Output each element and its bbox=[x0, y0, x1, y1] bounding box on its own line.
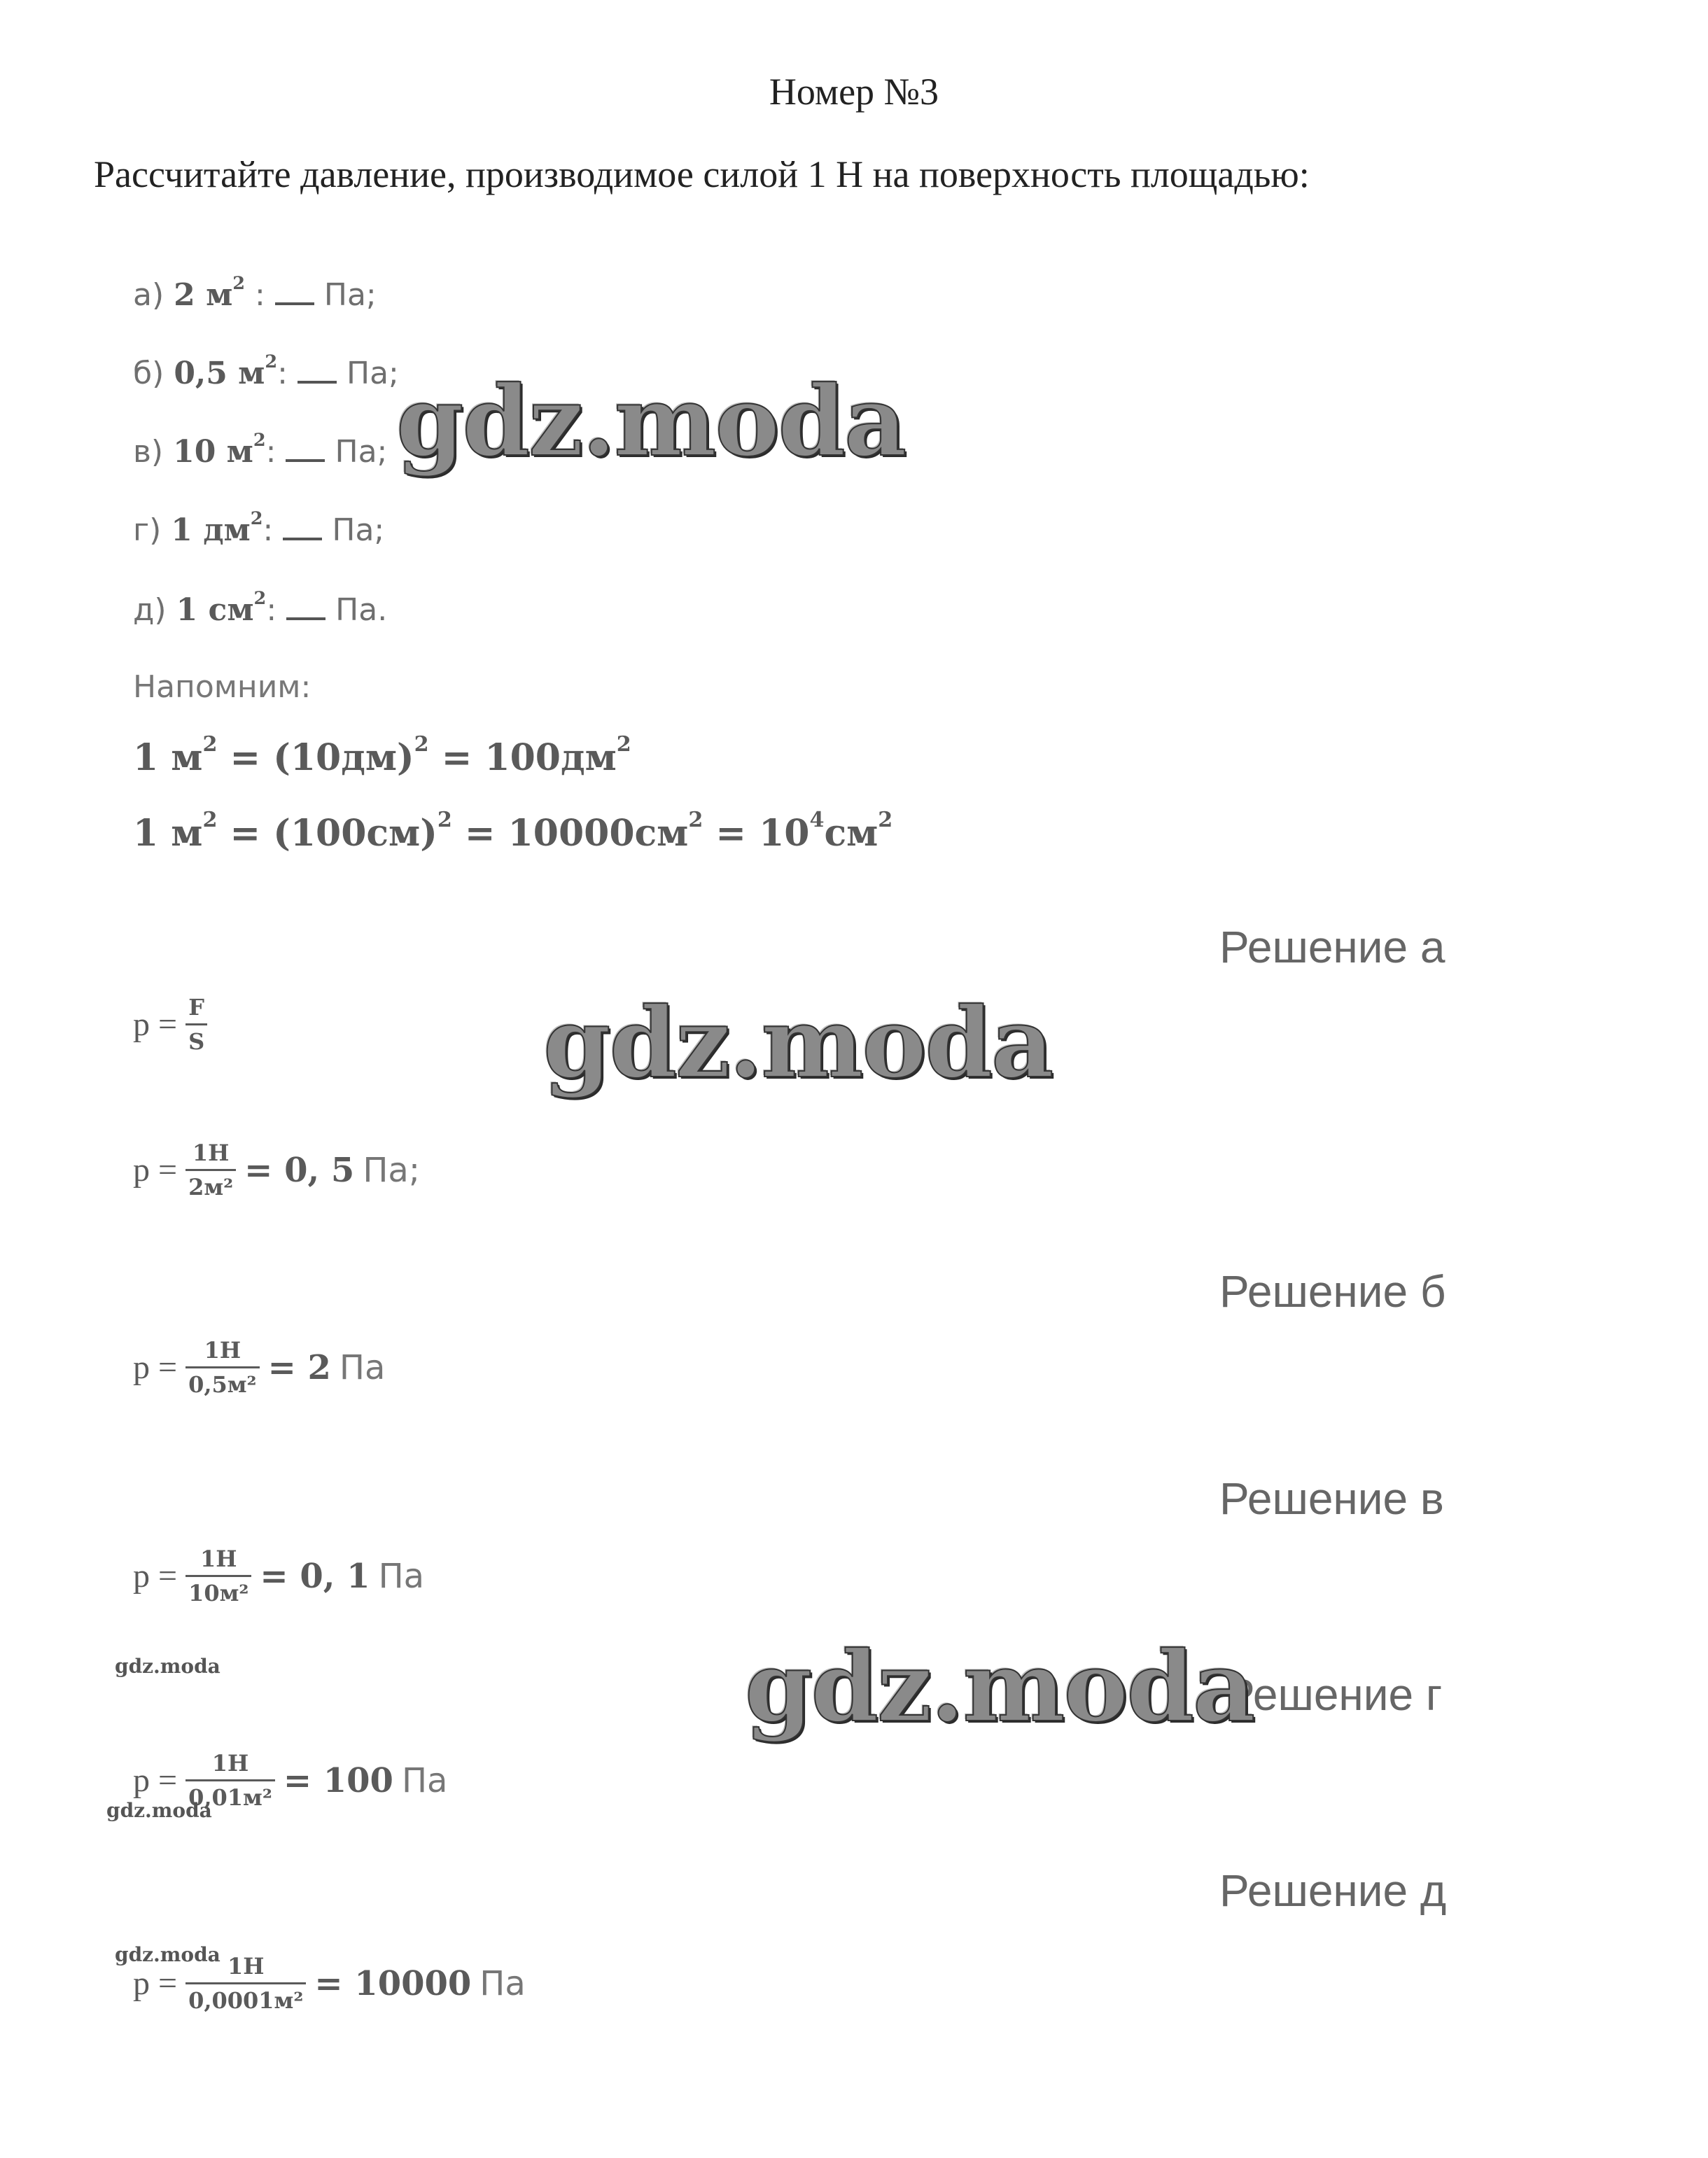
solution-heading: Решение а bbox=[1219, 922, 1446, 972]
solution-heading: Решение д bbox=[1219, 1865, 1447, 1916]
watermark-logo: gdz.moda bbox=[543, 986, 1053, 1100]
watermark-small: gdz.moda bbox=[106, 1799, 212, 1822]
remind-label: Напомним: bbox=[133, 669, 312, 705]
watermark-logo: gdz.moda bbox=[396, 364, 906, 478]
list-item: д) 1 $см^2$: Па. bbox=[133, 588, 388, 628]
watermark-logo: gdz.moda bbox=[745, 1630, 1254, 1744]
formula: p = $\frac{1Н}{\text{2м²}}$ = 0, 5 Па; bbox=[133, 1140, 420, 1200]
formula: p = $\frac{1Н}{\text{0,5м²}}$ = 2 Па bbox=[133, 1337, 386, 1398]
list-item: в) 10 $м^2$: Па; bbox=[133, 430, 388, 470]
fraction: $\frac{1Н}{\text{0,5м²}}$ bbox=[186, 1337, 259, 1398]
answer-blank bbox=[283, 533, 322, 540]
formula: p = $\frac{1Н}{\text{10м²}}$ = 0, 1 Па bbox=[133, 1546, 425, 1606]
solution-heading: Решение г bbox=[1225, 1669, 1443, 1720]
formula: p = $\frac{1Н}{\text{0,0001м²}}$ = 10000 Па bbox=[133, 1953, 526, 2014]
conversion-line-2: 1 $м^2 = (100см)^2 = 10000см^2 = 10^4см^2$ bbox=[133, 807, 893, 855]
watermark-small: gdz.moda bbox=[115, 1943, 220, 1966]
page-title: Номер №3 bbox=[769, 71, 939, 113]
list-item: г) 1 $дм^2$: Па; bbox=[133, 508, 385, 548]
fraction: $\frac{1Н}{\text{10м²}}$ bbox=[186, 1546, 251, 1606]
watermark-small: gdz.moda bbox=[115, 1655, 220, 1678]
answer-blank bbox=[286, 455, 325, 462]
list-item: б) 0,5 $м^2$: Па; bbox=[133, 351, 399, 391]
list-item: а) 2 $м^2$ : Па; bbox=[133, 273, 377, 313]
fraction: $\frac{1Н}{\text{0,01м²}}$ bbox=[186, 1750, 275, 1811]
answer-blank bbox=[298, 377, 337, 384]
solution-heading: Решение в bbox=[1219, 1473, 1444, 1524]
formula-general: p = $\frac{F}{S}$ bbox=[133, 994, 216, 1055]
fraction: $\frac{F}{S}$ bbox=[186, 994, 207, 1055]
formula: p = $\frac{1Н}{\text{0,01м²}}$ = 100 Па bbox=[133, 1750, 448, 1811]
task-statement: Рассчитайте давление, производимое силой 1 Н на поверхность площадью: bbox=[94, 153, 1310, 195]
fraction: $\frac{1Н}{\text{0,0001м²}}$ bbox=[186, 1953, 306, 2014]
answer-blank bbox=[286, 613, 326, 620]
conversion-line-1: 1 $м^2 = (10дм)^2 = 100дм^2$ bbox=[133, 731, 631, 779]
solution-heading: Решение б bbox=[1219, 1266, 1446, 1317]
answer-blank bbox=[275, 298, 314, 305]
fraction: $\frac{1Н}{\text{2м²}}$ bbox=[186, 1140, 236, 1200]
